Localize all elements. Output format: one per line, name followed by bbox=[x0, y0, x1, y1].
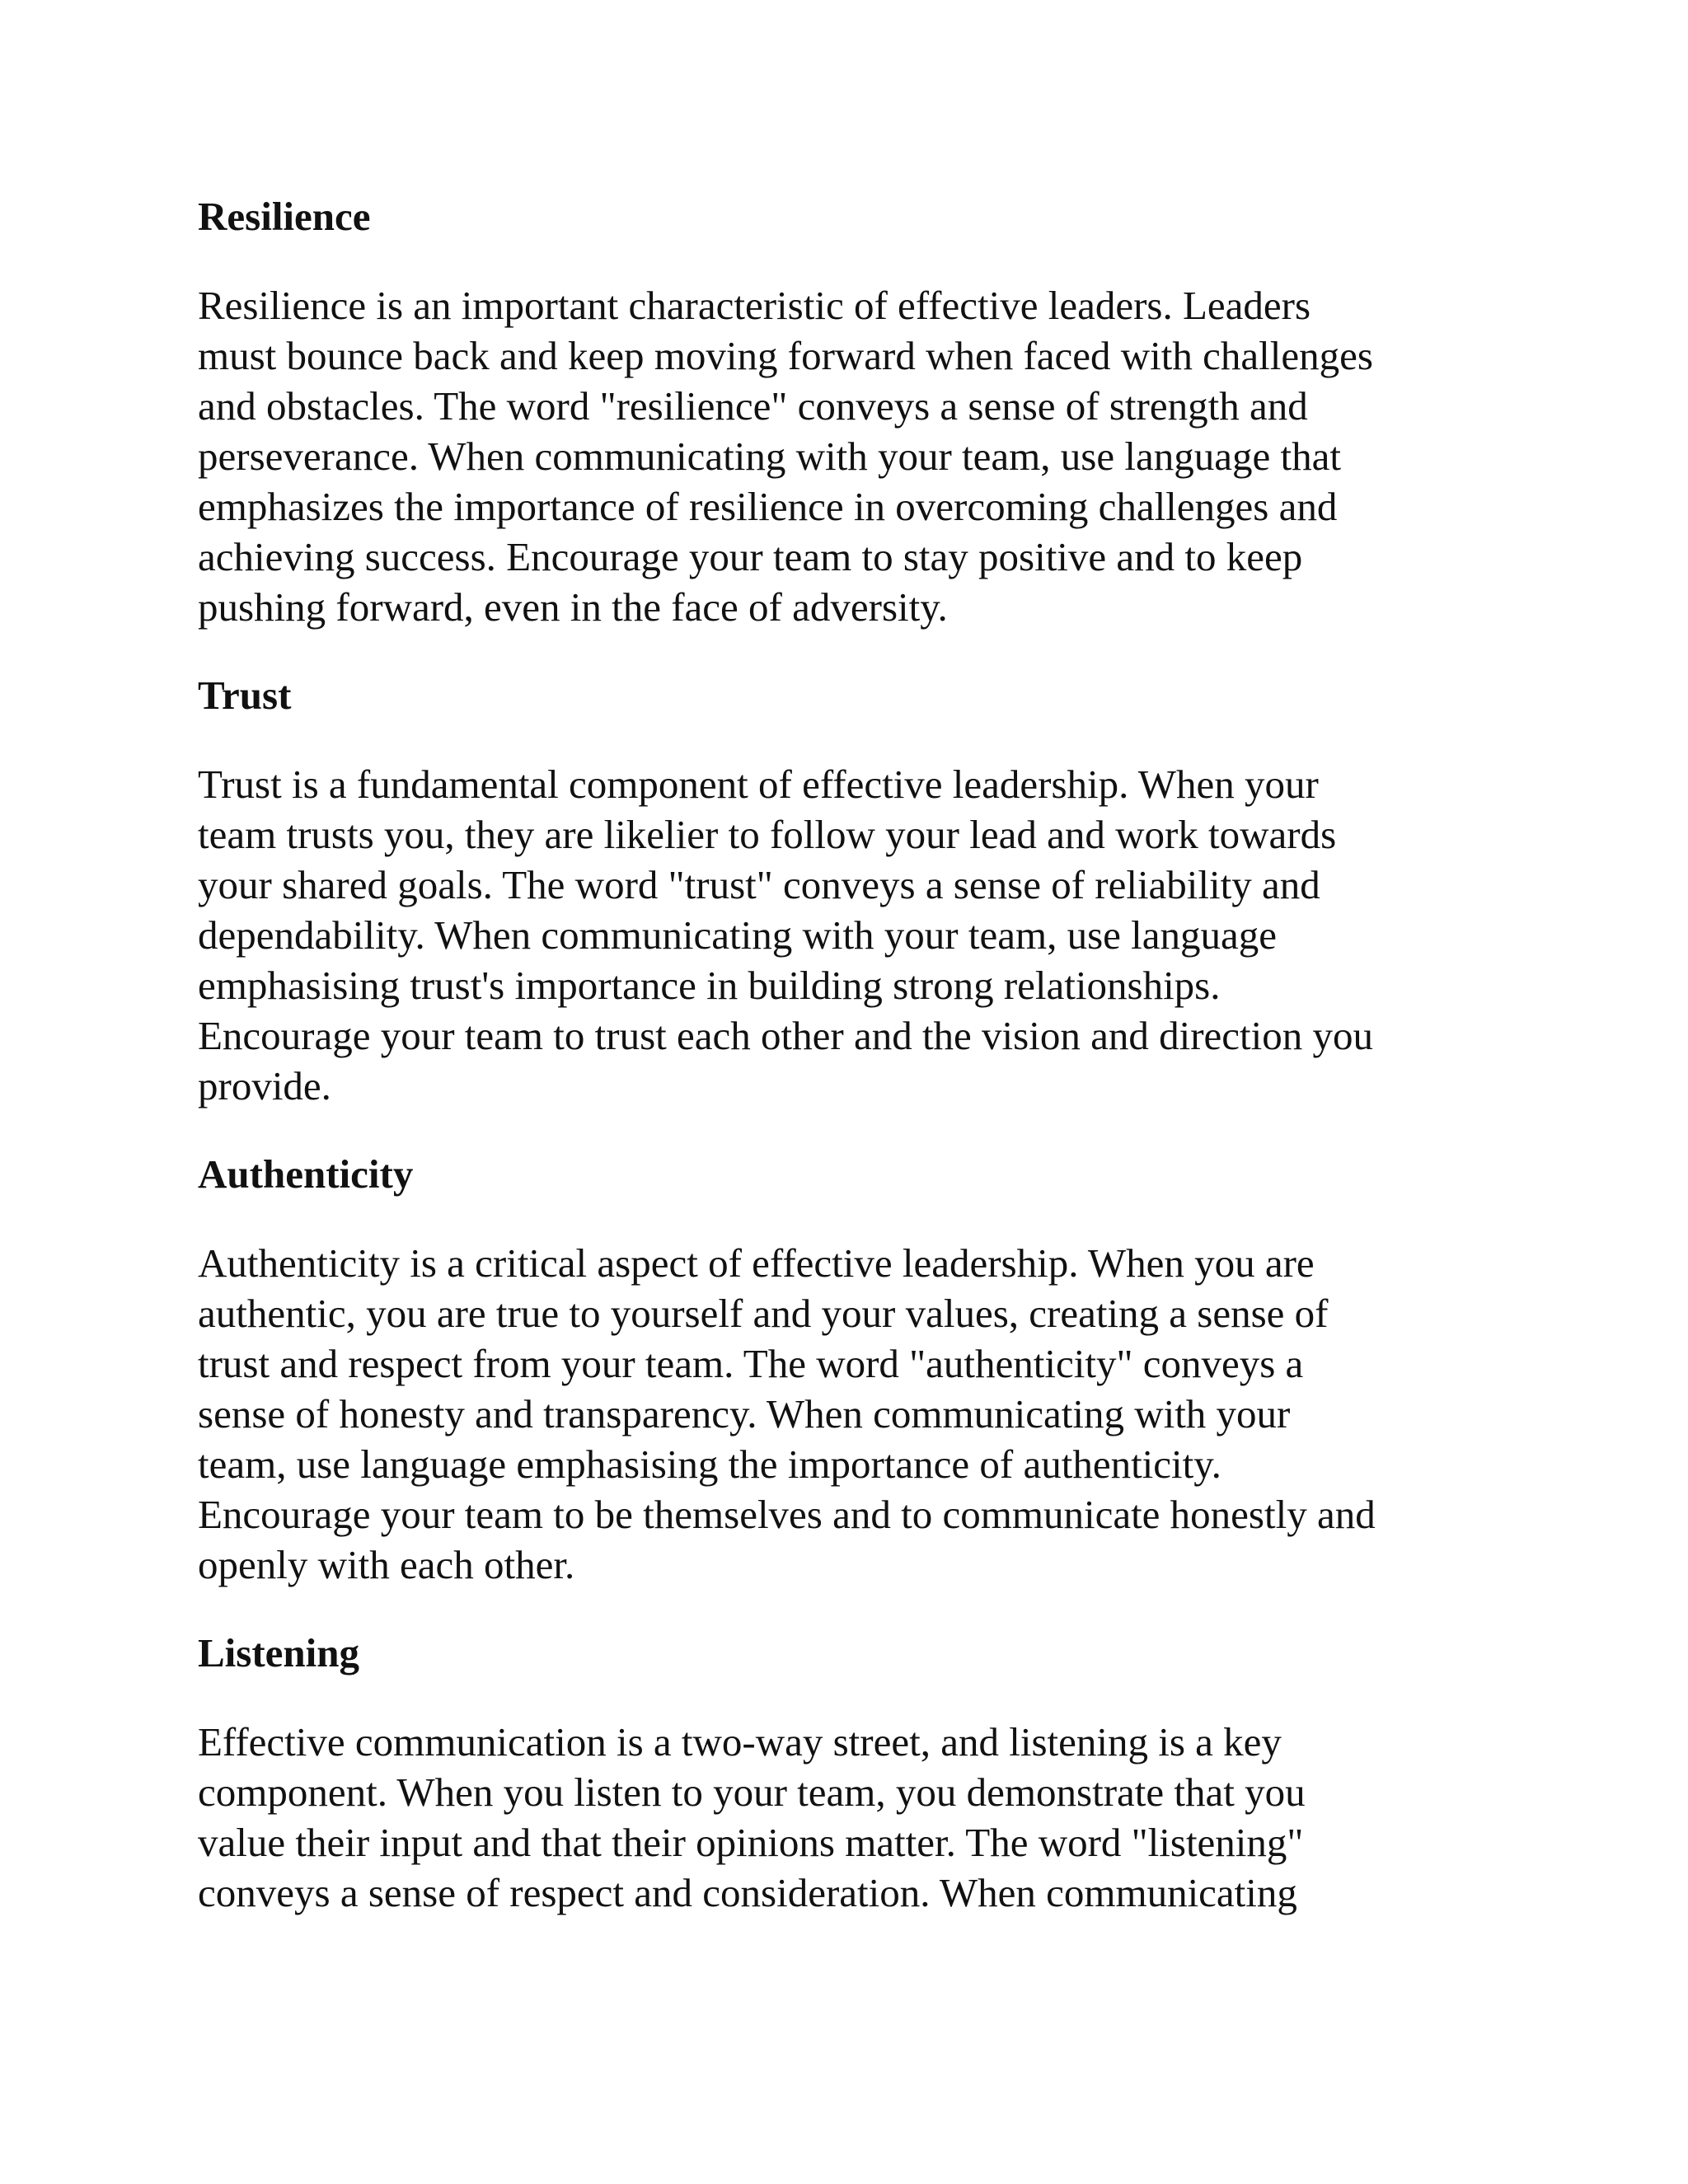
paragraph-line: value their input and that their opinions matter. The word "listening" bbox=[198, 1820, 1304, 1865]
paragraph-line: dependability. When communicating with your team, use language bbox=[198, 912, 1278, 958]
paragraph-line: emphasising trust's importance in building strong relationships. bbox=[198, 963, 1221, 1008]
paragraph-line: perseverance. When communicating with your team, use language that bbox=[198, 434, 1341, 479]
paragraph-line: authentic, you are true to yourself and your values, creating a sense of bbox=[198, 1291, 1329, 1336]
section-authenticity bbox=[198, 1149, 1484, 1590]
section-heading: Trust bbox=[198, 673, 292, 718]
paragraph-line: trust and respect from your team. The word "authenticity" conveys a bbox=[198, 1341, 1304, 1386]
paragraph-line: Trust is a fundamental component of effective leadership. When your bbox=[198, 762, 1319, 807]
section-paragraph bbox=[198, 280, 1484, 632]
paragraph-line: must bounce back and keep moving forward when faced with challenges bbox=[198, 333, 1373, 378]
section-paragraph bbox=[198, 1238, 1484, 1590]
paragraph-line: Encourage your team to trust each other and the vision and direction you bbox=[198, 1013, 1374, 1058]
paragraph-line: openly with each other. bbox=[198, 1542, 575, 1587]
section-paragraph bbox=[198, 1717, 1484, 1918]
paragraph-line: sense of honesty and transparency. When communicating with your bbox=[198, 1391, 1291, 1436]
paragraph-line: team trusts you, they are likelier to follow your lead and work towards bbox=[198, 812, 1337, 857]
section-paragraph bbox=[198, 759, 1484, 1111]
paragraph-line: Encourage your team to be themselves and to communicate honestly and bbox=[198, 1492, 1376, 1537]
document-body bbox=[198, 191, 1484, 1956]
paragraph-line: emphasizes the importance of resilience in overcoming challenges and bbox=[198, 484, 1338, 529]
section-heading: Listening bbox=[198, 1630, 360, 1675]
paragraph-line: your shared goals. The word "trust" conveys a sense of reliability and bbox=[198, 862, 1320, 907]
paragraph-line: Resilience is an important characteristic of effective leaders. Leaders bbox=[198, 283, 1311, 328]
paragraph-line: Authenticity is a critical aspect of effective leadership. When you are bbox=[198, 1240, 1315, 1286]
paragraph-line: achieving success. Encourage your team to stay positive and to keep bbox=[198, 534, 1303, 579]
paragraph-line: provide. bbox=[198, 1063, 331, 1108]
section-resilience bbox=[198, 191, 1484, 632]
paragraph-line: conveys a sense of respect and consideration. When communicating bbox=[198, 1870, 1297, 1915]
section-heading: Authenticity bbox=[198, 1151, 414, 1197]
section-heading: Resilience bbox=[198, 194, 371, 239]
section-trust bbox=[198, 670, 1484, 1111]
paragraph-line: and obstacles. The word "resilience" conveys a sense of strength and bbox=[198, 383, 1308, 429]
paragraph-line: pushing forward, even in the face of adversity. bbox=[198, 584, 948, 630]
paragraph-line: Effective communication is a two-way street, and listening is a key bbox=[198, 1719, 1282, 1765]
paragraph-line: team, use language emphasising the importance of authenticity. bbox=[198, 1441, 1221, 1487]
paragraph-line: component. When you listen to your team, you demonstrate that you bbox=[198, 1769, 1306, 1815]
section-listening bbox=[198, 1628, 1484, 1918]
